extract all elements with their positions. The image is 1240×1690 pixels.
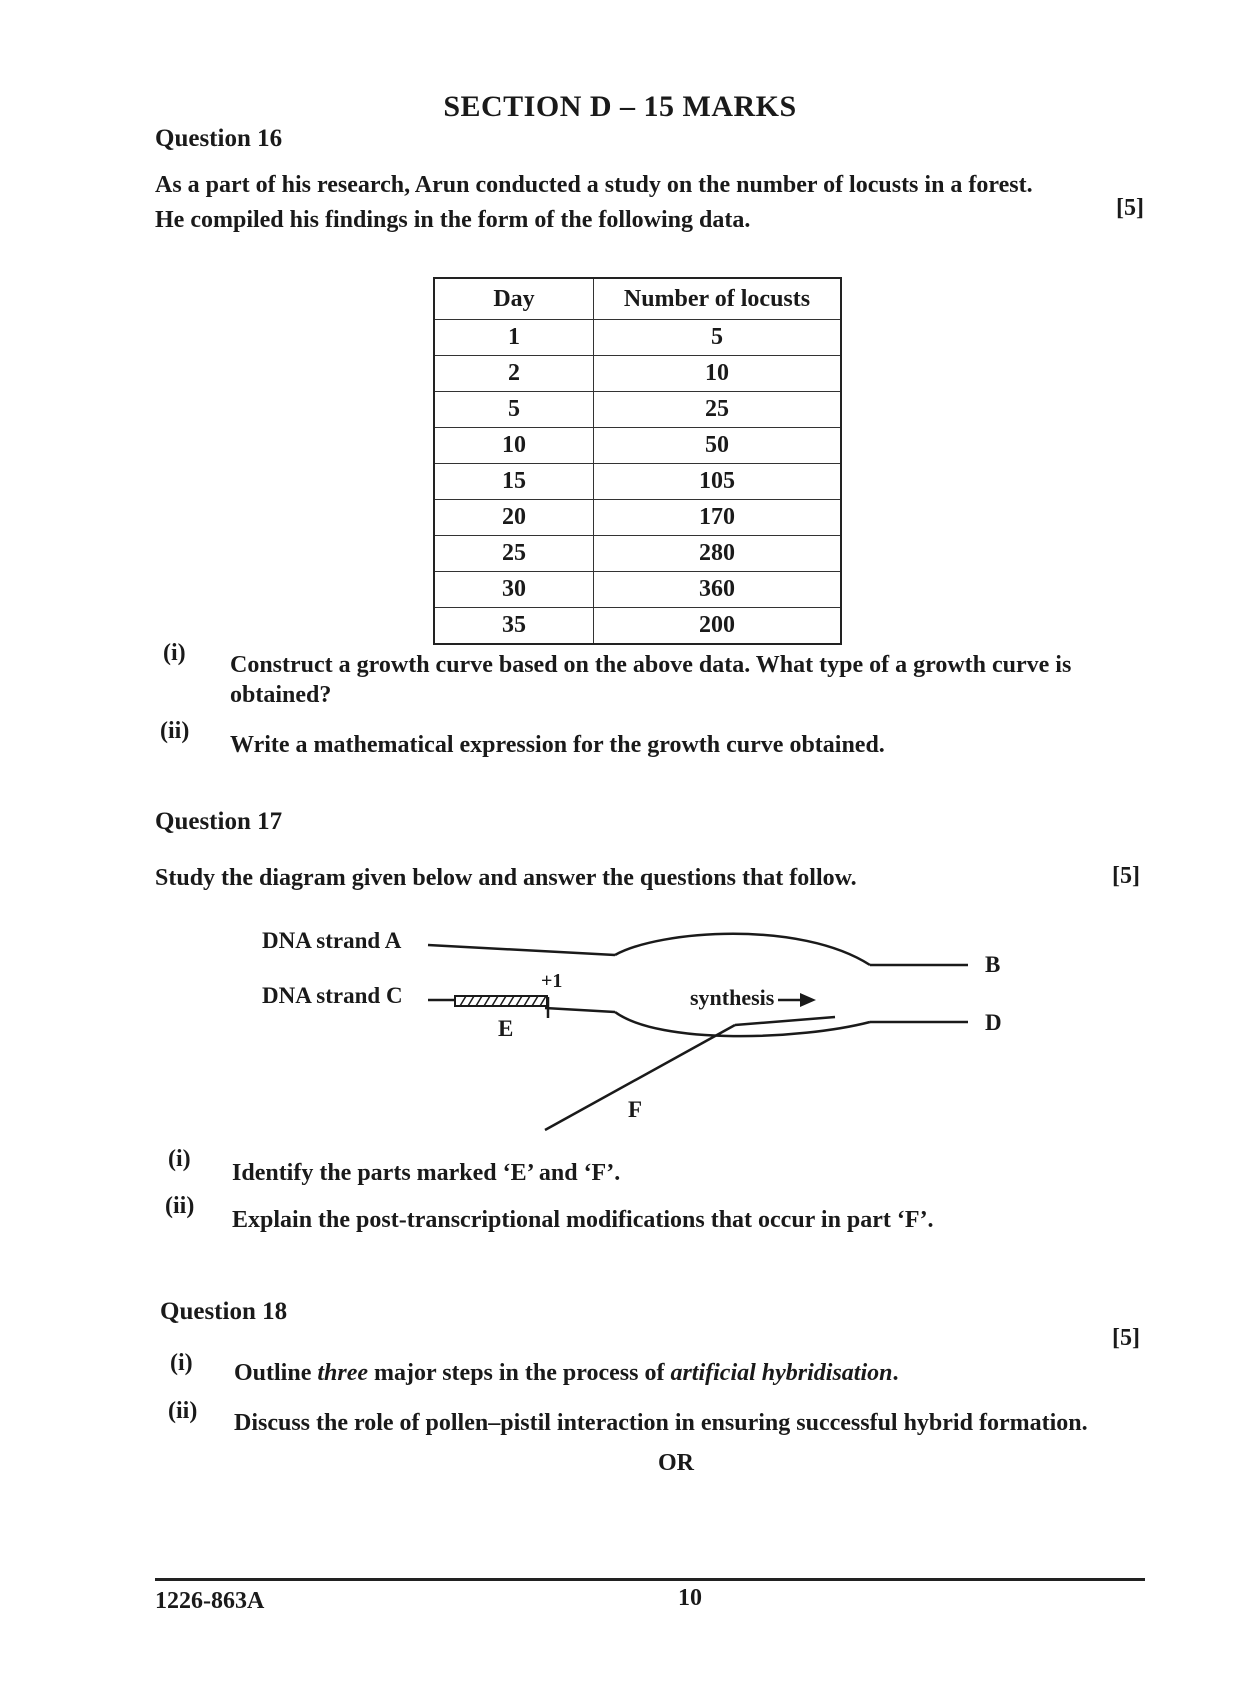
table-cell-locusts: 105 [594, 464, 842, 500]
question-18-heading: Question 18 [160, 1298, 288, 1325]
label-b: B [985, 952, 1001, 977]
synthesis-label: synthesis [690, 985, 775, 1010]
table-cell-locusts: 50 [594, 428, 842, 464]
table-cell-day: 1 [434, 320, 594, 356]
question-17-part-1-text: Identify the parts marked ‘E’ and ‘F’. [232, 1160, 621, 1186]
question-18-marks: [5] [1112, 1325, 1140, 1351]
question-16-intro-line1: As a part of his research, Arun conducted a study on the number of locusts in a forest. [155, 172, 1033, 198]
table-cell-locusts: 5 [594, 320, 842, 356]
table-cell-day: 15 [434, 464, 594, 500]
question-17-heading: Question 17 [155, 808, 283, 835]
table-cell-locusts: 360 [594, 572, 842, 608]
table-cell-day: 5 [434, 392, 594, 428]
question-16-heading: Question 16 [155, 125, 283, 152]
table-header-day: Day [434, 278, 594, 320]
table-cell-day: 35 [434, 608, 594, 645]
question-16-part-1-line1: Construct a growth curve based on the above data. What type of a growth curve is [230, 652, 1072, 678]
rna-transcript-head [735, 1017, 835, 1025]
section-title: SECTION D – 15 MARKS [443, 90, 797, 123]
question-17-part-2-number: (ii) [165, 1193, 195, 1219]
dna-strand-c-label: DNA strand C [262, 983, 403, 1008]
table-cell-day: 20 [434, 500, 594, 536]
label-d: D [985, 1010, 1002, 1035]
question-16-part-1-line2: obtained? [230, 682, 332, 708]
table-cell-locusts: 25 [594, 392, 842, 428]
question-16-part-2-number: (ii) [160, 718, 190, 744]
or-label: OR [658, 1450, 694, 1476]
question-17-part-2-text: Explain the post-transcriptional modifications that occur in part ‘F’. [232, 1207, 934, 1233]
table-cell-day: 30 [434, 572, 594, 608]
question-16-intro-line2: He compiled his findings in the form of the following data. [155, 207, 751, 233]
table-cell-day: 25 [434, 536, 594, 572]
q18-part1-c: major steps in the process of [368, 1360, 671, 1386]
question-16-part-2-line1: Write a mathematical expression for the growth curve obtained. [230, 732, 885, 758]
footer-page-number: 10 [678, 1585, 702, 1611]
q18-part1-b: three [317, 1360, 369, 1386]
label-e: E [498, 1016, 514, 1041]
footer-rule [155, 1578, 1145, 1581]
footer-paper-code: 1226-863A [155, 1588, 265, 1614]
question-16-part-1-number: (i) [163, 640, 186, 666]
plus-one-label: +1 [541, 970, 563, 992]
table-cell-locusts: 10 [594, 356, 842, 392]
question-18-part-2-number: (ii) [168, 1398, 198, 1424]
question-16-marks: [5] [1116, 195, 1144, 221]
table-cell-day: 10 [434, 428, 594, 464]
question-17-marks: [5] [1112, 863, 1140, 889]
q18-part1-d: artificial hybridisation [670, 1360, 893, 1386]
table-header-locusts: Number of locusts [594, 278, 842, 320]
synthesis-arrow-icon [800, 993, 816, 1007]
question-18-part-2-text: Discuss the role of pollen–pistil interaction in ensuring successful hybrid formation. [234, 1410, 1088, 1436]
q18-part1-a: Outline [234, 1360, 318, 1386]
dna-strand-a-line [428, 945, 615, 955]
table-cell-locusts: 200 [594, 608, 842, 645]
question-17-part-1-number: (i) [168, 1146, 191, 1172]
table-cell-locusts: 170 [594, 500, 842, 536]
question-17-intro: Study the diagram given below and answer the questions that follow. [155, 865, 857, 891]
table-cell-locusts: 280 [594, 536, 842, 572]
table-cell-day: 2 [434, 356, 594, 392]
dna-strand-a-label: DNA strand A [262, 928, 402, 953]
q18-part1-e: . [892, 1360, 899, 1386]
dna-strand-c-line-right [545, 1008, 615, 1012]
transcription-bubble-top [615, 934, 870, 965]
question-18-part-1-text [234, 1358, 1134, 1388]
label-f: F [628, 1097, 643, 1122]
question-18-part-1-number: (i) [170, 1350, 193, 1376]
